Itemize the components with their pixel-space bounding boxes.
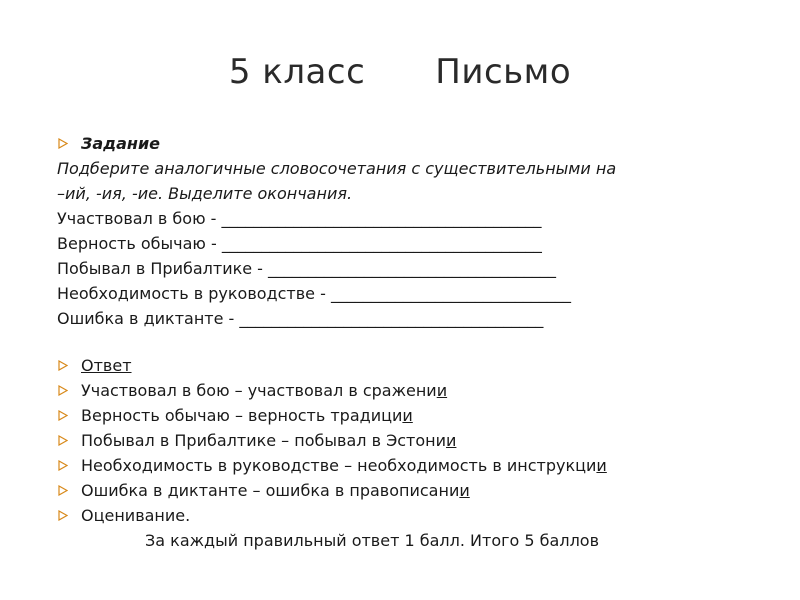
grading-text: За каждый правильный ответ 1 балл. Итого 5 баллов xyxy=(145,531,600,550)
task-item: Участвовал в бою - ________________________________________ xyxy=(57,209,542,228)
answer-heading-line xyxy=(57,353,777,378)
answer-item xyxy=(57,378,777,403)
grading-heading-line xyxy=(57,503,777,528)
answer-text: Необходимость в руководстве – необходимость в инструкци xyxy=(81,456,597,475)
title-grade: 5 класс xyxy=(228,52,366,92)
answer-ending: и xyxy=(446,431,457,450)
answer-text: Ошибка в диктанте – ошибка в правописани xyxy=(81,481,460,500)
answer-ending: и xyxy=(436,381,448,400)
answer-text: Верность обычаю – верность традици xyxy=(81,406,403,425)
answer-text: Побывал в Прибалтике – побывал в Эстони xyxy=(81,431,447,450)
answer-ending: и xyxy=(459,481,470,500)
grading-heading: Оценивание. xyxy=(81,506,191,525)
answer-ending: и xyxy=(402,406,413,425)
answer-ending: и xyxy=(596,456,607,475)
answer-text: Участвовал в бою – участвовал в сражени xyxy=(81,381,437,400)
answer-item xyxy=(57,403,777,428)
title-subject: Письмо xyxy=(435,52,572,92)
task-item: Ошибка в диктанте - ______________________________________ xyxy=(57,309,544,328)
answer-item xyxy=(57,428,777,453)
answer-item xyxy=(57,478,777,503)
task-heading-line xyxy=(57,131,777,156)
task-instruction-2: –ий, -ия, -ие. Выделите окончания. xyxy=(57,184,353,203)
task-item: Необходимость в руководстве - ______________________________ xyxy=(57,284,571,303)
slide-title xyxy=(0,52,800,92)
slide-content xyxy=(57,131,777,553)
task-heading: Задание xyxy=(81,134,160,153)
answer-heading: Ответ xyxy=(81,356,132,375)
task-instruction-1: Подберите аналогичные словосочетания с существительными на xyxy=(57,159,617,178)
task-item: Побывал в Прибалтике - ____________________________________ xyxy=(57,259,557,278)
answer-item xyxy=(57,453,777,478)
task-item: Верность обычаю - ________________________________________ xyxy=(57,234,542,253)
